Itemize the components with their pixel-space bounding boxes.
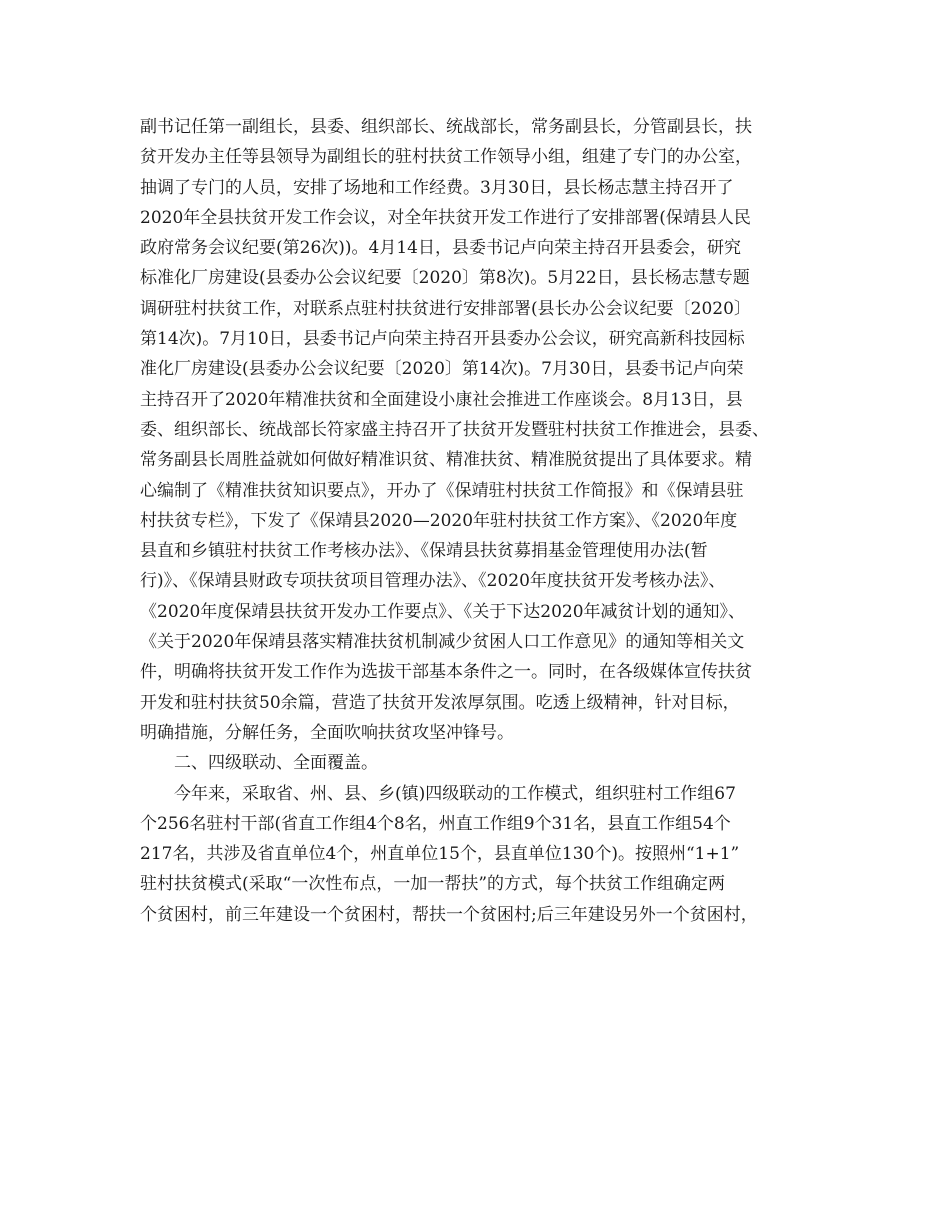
text-line: 贫开发办主任等县领导为副组长的驻村扶贫工作领导小组，组建了专门的办公室， xyxy=(140,147,752,168)
text-line: 驻村扶贫模式(采取“一次性布点，一加一帮扶”的方式，每个扶贫工作组确定两 xyxy=(140,874,726,895)
text-line: 抽调了专门的人员，安排了场地和工作经费。3月30日，县长杨志慧主持召开了 xyxy=(140,177,734,198)
text-line: 今年来，采取省、州、县、乡(镇)四级联动的工作模式，组织驻村工作组67 xyxy=(174,783,736,804)
text-line: 开发和驻村扶贫50余篇，营造了扶贫开发浓厚氛围。吃透上级精神，针对目标， xyxy=(140,692,740,713)
text-line: 准化厂房建设(县委办公会议纪要〔2020〕第14次)。7月30日，县委书记卢向荣 xyxy=(140,359,744,380)
text-line: 个256名驻村干部(省直工作组4个8名，州直工作组9个31名，县直工作组54个 xyxy=(140,813,731,834)
text-line: 2020年全县扶贫开发工作会议，对全年扶贫开发工作进行了安排部署(保靖县人民 xyxy=(140,207,751,228)
text-line: 《2020年度保靖县扶贫开发办工作要点》、《关于下达2020年减贫计划的通知》、 xyxy=(140,601,746,622)
document-body xyxy=(140,112,820,930)
text-line: 政府常务会议纪要(第26次))。4月14日，县委书记卢向荣主持召开县委会，研究 xyxy=(140,238,741,259)
text-line: 217名，共涉及省直单位4个，州直单位15个，县直单位130个)。按照州“1+1” xyxy=(140,844,740,865)
text-line: 行)》、《保靖县财政专项扶贫项目管理办法》、《2020年度扶贫开发考核办法》、 xyxy=(140,571,726,592)
text-line: 委、组织部长、统战部长符家盛主持召开了扶贫开发暨驻村扶贫工作推进会，县委、 xyxy=(140,419,769,440)
section-heading: 二、四级联动、全面覆盖。 xyxy=(174,753,378,774)
text-line: 副书记任第一副组长，县委、组织部长、统战部长，常务副县长，分管副县长，扶 xyxy=(140,117,752,137)
text-line: 主持召开了2020年精准扶贫和全面建设小康社会推进工作座谈会。8月13日，县 xyxy=(140,389,743,410)
text-line: 件，明确将扶贫开发工作作为选拔干部基本条件之一。同时，在各级媒体宣传扶贫 xyxy=(140,662,752,683)
text-line: 常务副县长周胜益就如何做好精准识贫、精准扶贫、精准脱贫提出了具体要求。精 xyxy=(140,450,752,471)
text-line: 个贫困村，前三年建设一个贫困村，帮扶一个贫困村;后三年建设另外一个贫困村， xyxy=(140,904,758,925)
text-line: 《关于2020年保靖县落实精准扶贫机制减少贫困人口工作意见》的通知等相关文 xyxy=(140,632,745,653)
text-line: 明确措施，分解任务，全面吹响扶贫攻坚冲锋号。 xyxy=(140,722,514,743)
text-line: 第14次)。7月10日，县委书记卢向荣主持召开县委办公会议，研究高新科技园标 xyxy=(140,329,745,350)
text-line: 调研驻村扶贫工作，对联系点驻村扶贫进行安排部署(县长办公会议纪要〔2020〕 xyxy=(140,298,751,319)
text-line: 县直和乡镇驻村扶贫工作考核办法》、《保靖县扶贫募捐基金管理使用办法(暂 xyxy=(140,541,708,562)
text-line: 村扶贫专栏》，下发了《保靖县2020—2020年驻村扶贫工作方案》、《2020年度 xyxy=(140,510,738,531)
text-line: 标准化厂房建设(县委办公会议纪要〔2020〕第8次)。5月22日，县长杨志慧专题 xyxy=(140,268,750,289)
text-line: 心编制了《精准扶贫知识要点》，开办了《保靖驻村扶贫工作简报》和《保靖县驻 xyxy=(140,480,744,501)
